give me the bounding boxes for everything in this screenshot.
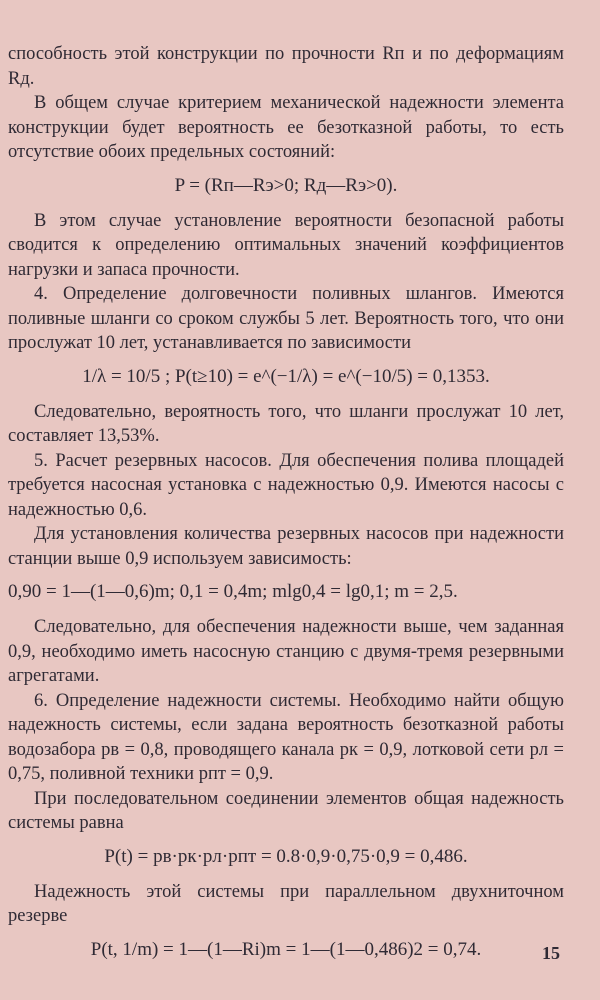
paragraph-reserve-pumps: [8, 449, 564, 523]
formula-parallel-reliability: [8, 939, 564, 961]
p5-text: Следовательно, вероятность того, что шланги прослужат 10 лет, составляет 13,53%.: [8, 401, 564, 446]
f3-text: 0,90 = 1—(1—0,6)m; 0,1 = 0,4m; mlg0,4 = lg0,1; m = 2,5.: [8, 581, 458, 602]
paragraph-parallel-reserve: [8, 880, 564, 929]
paragraph-mechanical-reliability: [8, 91, 564, 165]
p7-text: Для установления количества резервных насосов при надежности станции выше 0,9 используем зависимость:: [8, 524, 564, 569]
p10-text: При последовательном соединении элементов общая надежность системы равна: [8, 788, 564, 833]
formula-pump-reliability: [8, 581, 564, 603]
page-number: 15: [542, 943, 560, 963]
f5-text: P(t, 1/m) = 1—(1—Ri)m = 1—(1—0,486)2 = 0,74.: [90, 938, 482, 960]
paragraph-hose-result: [8, 400, 564, 449]
paragraph-pump-result: [8, 615, 564, 689]
p1-text: способность этой конструкции по прочности Rп и по деформациям Rд.: [8, 44, 564, 89]
formula-hose-probability: [8, 366, 564, 388]
paragraph-safe-operation: [8, 209, 564, 283]
p4-text: 4. Определение долговечности поливных шлангов. Имеются поливные шланги со сроком службы 5 лет. Вероятность того, что они прослужат 10 лет, устанавливается по зависимости: [8, 284, 564, 353]
paragraph-pump-count: [8, 522, 564, 571]
p11-text: Надежность этой системы при параллельном двухниточном резерве: [8, 881, 564, 926]
formula-series-reliability: [8, 846, 564, 868]
paragraph-hose-durability: [8, 282, 564, 356]
p6-text: 5. Расчет резервных насосов. Для обеспечения полива площадей требуется насосная установка с надежностью 0,9. Имеются насосы с надежностью 0,6.: [8, 450, 564, 520]
f4-text: P(t) = pв·pк·pл·pпт = 0.8·0,9·0,75·0,9 = 0,486.: [104, 845, 468, 867]
f1-text: P = (Rп—Rэ>0; Rд—Rэ>0).: [174, 174, 398, 196]
p3-text: В этом случае установление вероятности безопасной работы сводится к определению оптимальных значений коэффициентов нагрузки и запаса прочности.: [8, 210, 564, 280]
paragraph-strength-deformation: [8, 42, 564, 91]
paragraph-series-connection: [8, 787, 564, 836]
p2-text: В общем случае критерием механической надежности элемента конструкции будет вероятность ее безотказной работы, то есть отсутствие обоих предельных состояний:: [8, 93, 564, 162]
f2-text: 1/λ = 10/5 ; P(t≥10) = e^(−1/λ) = e^(−10/5) = 0,1353.: [82, 365, 490, 387]
paragraph-system-reliability: [8, 689, 564, 787]
p9-text: 6. Определение надежности системы. Необходимо найти общую надежность системы, если задана вероятность безотказной работы водозабора pв = 0,8, проводящего канала pк = 0,9, лотковой сети pл = 0,75, поливной техники pпт = 0,9.: [8, 690, 564, 784]
formula-reliability-criterion: [8, 175, 564, 197]
p8-text: Следовательно, для обеспечения надежности выше, чем заданная 0,9, необходимо иметь насосную станцию с двумя-тремя резервными агрегатами.: [8, 617, 564, 686]
